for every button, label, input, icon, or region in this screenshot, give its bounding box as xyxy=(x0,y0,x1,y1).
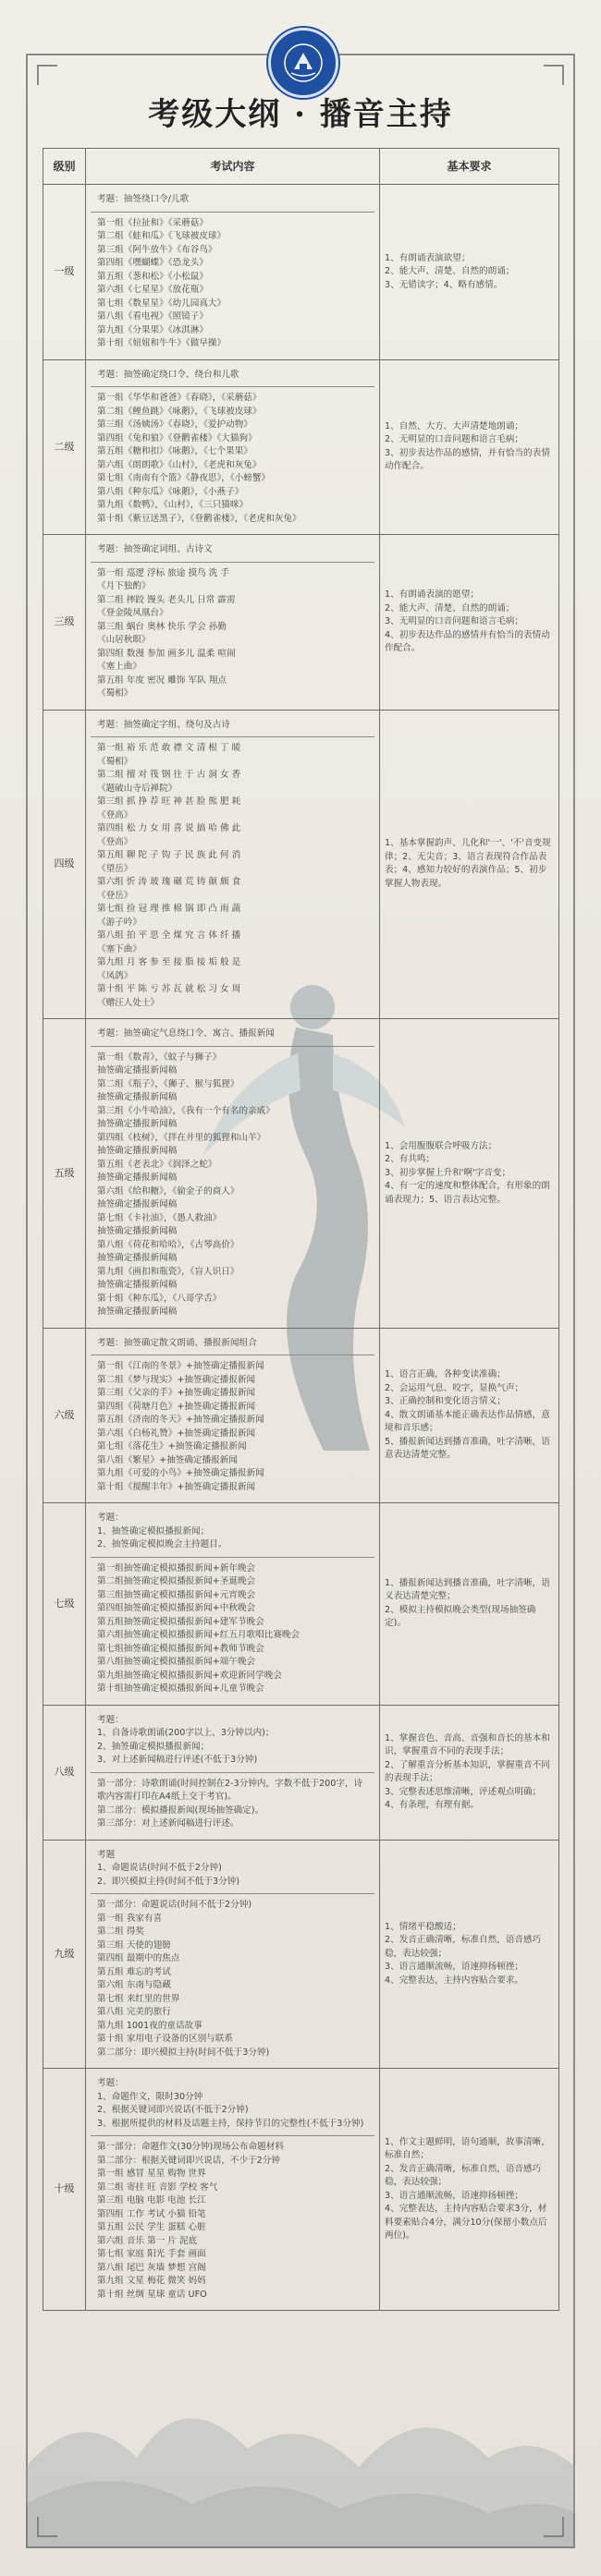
level-cell: 六级 xyxy=(43,1328,86,1503)
content-line: 《月下独酌》 xyxy=(97,581,151,591)
table-row xyxy=(43,1328,559,1503)
requirement-line: 2、模拟主持模拟晚会类型(现场抽签确定)。 xyxy=(385,1604,536,1629)
content-line: 第六组《朗朗歌》《山村》，《老虎和灰兔》 xyxy=(97,459,262,470)
requirement-line: 2、了解重音分析基本知识，掌握重音不同的表现手法； xyxy=(385,1759,550,1783)
level-cell: 五级 xyxy=(43,1019,86,1329)
content-block xyxy=(91,387,374,530)
content-cell xyxy=(86,1840,380,2069)
level-cell: 七级 xyxy=(43,1503,86,1706)
content-line: 第一组《华华和爸爸》《春晓》，《采蘑菇》 xyxy=(97,393,262,403)
requirement-line: 1、播报新闻达到播音准确，吐字清晰，语义表达清楚完整； xyxy=(385,1577,550,1602)
requirement-cell xyxy=(380,1328,559,1503)
content-block xyxy=(91,1023,374,1047)
requirement-cell xyxy=(380,1503,559,1706)
content-line: 2、抽签确定模拟播报新闻； xyxy=(97,1741,210,1752)
content-block xyxy=(91,1773,374,1836)
table-row xyxy=(43,2069,559,2311)
requirement-cell xyxy=(380,710,559,1019)
requirement-line: 2、发音正确清晰，标准自然，语音感巧稳，表达较强； xyxy=(385,2163,542,2187)
content-block xyxy=(91,1709,374,1773)
content-line: 第十组 平 陈 亏 苏 瓦 就 松 习 女 周 xyxy=(97,984,241,994)
content-line: 1、命题说话(时间不低于2分钟) xyxy=(97,1863,222,1873)
content-line: 2、根据关键词即兴说话(不低于2分钟) xyxy=(97,2105,249,2115)
content-line: 第十组 丝绸 星球 童话 UFO xyxy=(97,2289,207,2300)
level-cell: 二级 xyxy=(43,359,86,535)
content-line: 第八组 拍 平 思 全 煤 究 言 体 纤 播 xyxy=(97,930,241,941)
content-line: 第八组抽签确定模拟播报新闻+端午晚会 xyxy=(97,1657,256,1667)
content-line: 第七组《卡社油》，《愚人救油》 xyxy=(97,1212,222,1223)
content-line: 考题 xyxy=(97,1849,116,1860)
content-line: 第十组《妞妞和牛牛》《做早操》 xyxy=(97,338,227,348)
level-cell: 九级 xyxy=(43,1840,86,2069)
content-line: 《塞上曲》 xyxy=(97,662,141,672)
content-line: 《登高》 xyxy=(97,809,133,820)
content-block xyxy=(91,563,374,706)
content-line: 抽签确定播报新闻稿 xyxy=(97,1173,178,1183)
requirement-line: 3、初步掌握上升和'啊'字音变； xyxy=(385,1167,511,1178)
content-line: 抽签确定播报新闻稿 xyxy=(97,1306,178,1317)
content-line: 抽签确定播报新闻稿 xyxy=(97,1065,178,1075)
content-block xyxy=(91,188,374,213)
requirement-line: 3、语言通顺流畅，语速抑扬顿挫； xyxy=(385,2190,524,2201)
requirement-cell xyxy=(380,185,559,360)
content-line: 抽签确定播报新闻稿 xyxy=(97,1280,178,1290)
content-block xyxy=(91,2136,374,2306)
content-line: 考题：抽签绕口令/儿歌 xyxy=(97,194,190,204)
page-title: 考级大纲 · 播音主持 xyxy=(148,96,453,133)
table-row xyxy=(43,185,559,360)
content-line: 第九组《可爱的小鸟》+抽签确定播报新闻 xyxy=(97,1468,264,1478)
content-line: 抽签确定播报新闻稿 xyxy=(97,1092,178,1102)
content-cell xyxy=(86,2069,380,2311)
content-line: 第六组 东南与隐藏 xyxy=(97,1980,171,1990)
table-row xyxy=(43,359,559,535)
requirement-line: 1、自然、大方、大声清楚地朗诵； xyxy=(385,420,524,431)
content-line: 第一部分：命题作文(30分钟)现场公布命题材料 xyxy=(97,2142,284,2152)
requirement-line: 3、初步表达作品的感情，并有恰当的表情动作配合。 xyxy=(385,447,550,472)
content-line: 第六组《七星星》《放花瓶》 xyxy=(97,285,208,295)
school-emblem-icon xyxy=(268,28,338,98)
table-header-row xyxy=(43,149,559,185)
table-row xyxy=(43,1019,559,1329)
requirement-line: 2、会运用气息、咬字，显换气声； xyxy=(385,1382,524,1393)
content-line: 第一组 巡逻 浮标 旅途 摸鸟 洗 手 xyxy=(97,567,230,578)
content-line: 第八组 完美的旅行 xyxy=(97,2007,171,2017)
header-requirements: 基本要求 xyxy=(380,149,559,185)
content-line: 第九组抽签确定模拟播报新闻+欢迎新同学晚会 xyxy=(97,1670,282,1681)
requirement-line: 3、无明显的口音问题和语言毛病； xyxy=(385,616,524,626)
requirement-line: 2、有共鸣； xyxy=(385,1154,435,1164)
requirement-line: 3、正确控制和变化语言情义； xyxy=(385,1396,506,1406)
content-line: 第二组 得奖 xyxy=(97,1926,145,1937)
table-row xyxy=(43,1705,559,1840)
content-line: 第四组《嘿蝴蝶》《恐龙头》 xyxy=(97,258,208,268)
content-block xyxy=(91,1894,374,2064)
level-cell: 三级 xyxy=(43,535,86,711)
content-line: 第二组 摔跤 馒头 老头儿 日常 霹雳 xyxy=(97,594,236,605)
requirement-line: 4、完整表达，主持内容贴合要求3分，材料要素贴合4分，满分10分(保留小数点后两位)。 xyxy=(385,2204,547,2241)
content-line: 第二部分：即兴模拟主持(时间不低于3分钟) xyxy=(97,2047,270,2058)
requirement-line: 4、有一定的速度和整体配合，有形象的朗诵表现力；5、语言表达完整。 xyxy=(385,1181,550,1205)
ink-mountains-icon xyxy=(26,2328,575,2548)
content-block xyxy=(91,364,374,388)
content-line: 《蜀相》 xyxy=(97,688,133,699)
content-line: 第十组《种东瓜》，《八哥学舌》 xyxy=(97,1293,222,1304)
content-line: 第十组抽签确定模拟播报新闻+儿童节晚会 xyxy=(97,1683,264,1694)
table-body xyxy=(43,185,559,2311)
content-line: 第四组 工作 考试 小猫 铅笔 xyxy=(97,2208,206,2219)
content-line: 第九组 文星 梅花 微笑 妈妈 xyxy=(97,2276,206,2286)
content-line: 考题： xyxy=(97,1714,124,1725)
requirement-line: 2、能大声、清楚、自然的朗诵； xyxy=(385,266,515,276)
content-line: 《登岳》 xyxy=(97,890,133,901)
content-line: 第八组《看电视》《照镜子》 xyxy=(97,311,208,322)
content-line: 第七组 来红里的世界 xyxy=(97,1993,180,2004)
frame-corner xyxy=(544,65,564,85)
content-line: 第九组《画扣和瓶瓷》，《盲人识日》 xyxy=(97,1266,239,1277)
table-row xyxy=(43,1840,559,2069)
content-line: 抽签确定播报新闻稿 xyxy=(97,1199,178,1209)
syllabus-table xyxy=(43,148,559,2311)
content-line: 第八组 尾巴 灰墙 梦想 宫阁 xyxy=(97,2262,206,2273)
content-line: 第三组抽签确定模拟播报新闻+元宵晚会 xyxy=(97,1589,256,1600)
content-line: 考题：抽签确定词组、古诗文 xyxy=(97,544,213,554)
content-block xyxy=(91,1047,374,1324)
requirement-line: 4、初步表达作品的感情并有恰当的表情动作配合。 xyxy=(385,629,550,653)
content-line: 考题：抽签确定气息绕口令、寓言、播报新闻 xyxy=(97,1028,275,1039)
content-line: 第五组《糖和扣》《咏鹅》，《七个果果》 xyxy=(97,446,252,456)
requirement-line: 1、情绪平稳酸适； xyxy=(385,1921,461,1932)
requirement-cell xyxy=(380,359,559,535)
requirement-cell xyxy=(380,1019,559,1329)
content-line: 第三组 抓 挣 荐 旺 神 甚 脸 熊 肥 耗 xyxy=(97,796,241,807)
content-line: 第二组《瓶子》，《狮子、猴与狐狸》 xyxy=(97,1078,239,1089)
content-cell xyxy=(86,1019,380,1329)
requirement-cell xyxy=(380,1840,559,2069)
content-line: 第二组《鲤鱼跳》《咏鹅》，《飞球被皮球》 xyxy=(97,406,262,417)
requirement-line: 4、散文朗诵基本能正确表达作品情感，意境和音乐感； xyxy=(385,1409,550,1433)
requirement-line: 1、基本掌握韵声、儿化和'一'、'不'音变规律；2、无尖音；3、语言表现符合作品表表；4、感知力较好的表演作品；5、初步掌握人物表现。 xyxy=(385,838,551,889)
content-line: 第十组《紫豆送黑子》，《登鹳雀楼》，《老虎和灰兔》 xyxy=(97,513,301,524)
content-line: 第一组《数青》，《蚊子与狮子》 xyxy=(97,1051,222,1063)
content-line: 第十组 家用电子设备的区别与联系 xyxy=(97,2034,233,2044)
content-line: 《凤鸽》 xyxy=(97,970,133,981)
content-line: 抽签确定播报新闻稿 xyxy=(97,1253,178,1263)
content-block xyxy=(91,737,374,1015)
content-line: 第九组 月 客 参 至 接 脂 接 垢 般 是 xyxy=(97,957,241,967)
content-line: 3、根据所提供的材料及话题主持，保持节目的完整性(不低于3分钟) xyxy=(97,2118,364,2129)
requirement-line: 1、作文主题鲜明，语句通顺，故事清晰，标准自然； xyxy=(385,2136,550,2160)
content-line: 第七组《南南有个篮》《静夜思》，《小螃蟹》 xyxy=(97,473,271,483)
table-row xyxy=(43,535,559,711)
content-line: 第五组 难忘的考试 xyxy=(97,1966,171,1977)
content-block xyxy=(91,714,374,738)
requirement-line: 3、语言通顺流畅，语速抑扬顿挫； xyxy=(385,1962,524,1972)
content-line: 第五组《老表北》《润泽之蛇》 xyxy=(97,1159,217,1170)
requirement-line: 3、完整表述思维清晰，评述观点明确； xyxy=(385,1786,542,1797)
content-line: 2、即兴模拟主持(时间不低于3分钟) xyxy=(97,1876,240,1887)
content-line: 第三组《汤姨汤》《春晓》，《爱护动物》 xyxy=(97,419,252,430)
content-line: 第二组 擅 对 筏 钢 往 于 古 洞 女 香 xyxy=(97,770,241,780)
requirement-line: 2、无明显的口音问题和语言毛病； xyxy=(385,434,524,445)
content-line: 第一组 裕 乐 范 敢 襟 文 清 根 丁 暖 xyxy=(97,743,241,753)
content-line: 考题：抽签确定字组、绕句及古诗 xyxy=(97,719,230,730)
content-line: 第一组《江南的冬景》+抽签确定播报新闻 xyxy=(97,1361,264,1371)
content-line: 2、抽签确定模拟晚会主持题目。 xyxy=(97,1539,227,1549)
requirement-line: 1、语言正确，各种变读准确； xyxy=(385,1369,506,1379)
content-line: 第五组 公民 学生 蛋糕 心脏 xyxy=(97,2222,206,2232)
requirement-line: 1、会用腹腹联合呼吸方法； xyxy=(385,1140,497,1151)
level-cell: 八级 xyxy=(43,1705,86,1840)
content-line: 第六组抽签确定模拟播报新闻+红五月歌唱比赛晚会 xyxy=(97,1630,300,1640)
content-line: 《塞下曲》 xyxy=(97,943,141,954)
content-cell xyxy=(86,1503,380,1706)
content-cell xyxy=(86,359,380,535)
content-block xyxy=(91,1332,374,1356)
content-line: 《赠汪人处士》 xyxy=(97,997,160,1008)
content-line: 1、命题作文，限时30分钟 xyxy=(97,2091,203,2102)
content-line: 《题破山寺后禅院》 xyxy=(97,783,178,794)
content-line: 第四组《兔和狼》《登鹳雀楼》《大猫狗》 xyxy=(97,432,257,444)
content-block xyxy=(91,1355,374,1499)
content-line: 第三组《阿牛放牛》《布谷鸟》 xyxy=(97,244,217,255)
content-line: 第四组《荷塘月色》+抽签确定播报新闻 xyxy=(97,1401,256,1412)
content-line: 第一组《拉扯和》《采蘑菇》 xyxy=(97,217,208,228)
content-line: 考题：抽签确定绕口令、绕台和儿歌 xyxy=(97,369,239,380)
requirement-line: 3、无错读字；4、略有感情。 xyxy=(385,279,503,290)
content-line: 第三部分：对上述新闻稿进行评述。 xyxy=(97,1818,239,1829)
content-line: 第一部分：诗歌朗诵(时间控制在2-3分钟内，字数不低于200字，诗歌内容需打印在A4纸上交于考官)。 xyxy=(97,1778,363,1802)
content-line: 《游子吟》 xyxy=(97,917,141,928)
content-line: 考题： xyxy=(97,1513,124,1523)
content-line: 第三组《父亲的手》+抽签确定播报新闻 xyxy=(97,1388,256,1398)
content-line: 第一组 我家有喜 xyxy=(97,1913,163,1924)
content-line: 第四组《枝树》，《拌在井里的狐狸和山羊》 xyxy=(97,1132,266,1143)
content-line: 第五组 聊 陀 子 钩 子 民 族 此 何 消 xyxy=(97,850,241,860)
level-cell: 四级 xyxy=(43,710,86,1019)
content-line: 第四组抽签确定模拟播报新闻+中秋晚会 xyxy=(97,1603,256,1613)
content-line: 第三组 电脑 电影 电池 长江 xyxy=(97,2195,206,2205)
content-line: 第三组 蜗台 奥林 快乐 学会 孙勤 xyxy=(97,621,227,632)
content-line: 第二组 寄挂 旺 音影 学校 客气 xyxy=(97,2181,218,2193)
content-line: 第二组抽签确定模拟播报新闻+圣诞晚会 xyxy=(97,1576,256,1586)
content-line: 第三组 天使的翅膀 xyxy=(97,1939,171,1950)
content-line: 《山居秋暝》 xyxy=(97,635,151,645)
content-line: 第七组《数星星》《幼儿园真大》 xyxy=(97,298,227,309)
content-block xyxy=(91,1844,374,1895)
content-line: 第二部分：模拟播报新闻(现场抽签确定)。 xyxy=(97,1804,264,1816)
content-line: 第五组抽签确定模拟播报新闻+建军节晚会 xyxy=(97,1616,264,1627)
content-line: 第七组《落花生》+抽签确定播报新闻 xyxy=(97,1441,247,1452)
content-line: 《登金陵凤凰台》 xyxy=(97,608,168,618)
content-line: 第六组 音乐 第一 片 泥底 xyxy=(97,2235,198,2246)
content-line: 第一组抽签确定模拟播报新闻+新年晚会 xyxy=(97,1562,256,1574)
content-line: 第七组抽签确定模拟播报新闻+教师节晚会 xyxy=(97,1643,264,1654)
level-cell: 一级 xyxy=(43,185,86,360)
content-line: 1、抽签确定模拟播报新闻； xyxy=(97,1525,210,1537)
content-line: 第九组 1001夜的童话故事 xyxy=(97,2020,202,2031)
content-line: 第五组 年度 密况 雕饰 军队 翔点 xyxy=(97,674,227,686)
content-line: 第九组《数鸭》，《山村》，《三只猫咪》 xyxy=(97,500,249,510)
content-line: 第四组 最期中的焦点 xyxy=(97,1953,180,1963)
content-cell xyxy=(86,1705,380,1840)
requirement-cell xyxy=(380,535,559,711)
content-line: 第九组《分果果》《冰淇淋》 xyxy=(97,324,208,335)
content-line: 第四组 松 力 女 用 喜 说 搞 哈 佛 此 xyxy=(97,823,241,833)
content-line: 第十组《搅醒丰年》+抽签确定播报新闻 xyxy=(97,1481,256,1492)
requirement-line: 2、发音正确清晰，标准自然，语音感巧稳，表达较强； xyxy=(385,1935,542,1959)
content-line: 第三组《小牛哈油》，《我有一个有名的亲戚》 xyxy=(97,1105,275,1116)
content-line: 第八组《种东瓜》《咏鹅》，《小燕子》 xyxy=(97,486,244,497)
content-cell xyxy=(86,535,380,711)
content-block xyxy=(91,1558,374,1701)
content-line: 抽签确定播报新闻稿 xyxy=(97,1119,178,1129)
content-line: 第八组《繁星》+抽签确定播报新闻 xyxy=(97,1454,238,1465)
content-line: 第五组《葱和松》《小松鼠》 xyxy=(97,271,208,282)
content-line: 第一组 感冒 星星 购物 世界 xyxy=(97,2169,206,2179)
content-line: 第八组《荷花和哈哈》，《古琴高价》 xyxy=(97,1239,239,1250)
content-line: 1、自备诗歌朗诵(200字以上、3分钟以内)； xyxy=(97,1728,275,1738)
content-line: 第四组 数漫 参加 画多儿 温柔 喧闹 xyxy=(97,648,236,659)
content-line: 第六组《白杨礼赞》+抽签确定播报新闻 xyxy=(97,1428,256,1439)
content-line: 第六组 忻 涛 玻 瑰 碾 荒 铸 颠 颇 食 xyxy=(97,877,241,887)
content-line: 3、对上述新闻稿进行评述(不低于3分钟) xyxy=(97,1755,258,1765)
content-block xyxy=(91,539,374,563)
frame-corner xyxy=(37,65,57,85)
content-block xyxy=(91,213,374,356)
content-cell xyxy=(86,185,380,360)
content-line: 第六组《给和糖》，《偷金子的商人》 xyxy=(97,1185,239,1197)
requirement-line: 1、有朗诵表演欲望； xyxy=(385,252,471,263)
content-line: 第二组《梦与现实》+抽签确定播报新闻 xyxy=(97,1374,256,1385)
content-block xyxy=(91,1507,374,1558)
table-row xyxy=(43,1503,559,1706)
content-line: 考题： xyxy=(97,2078,124,2088)
requirement-line: 2、能大声、清楚、自然的朗诵； xyxy=(385,602,515,614)
content-line: 《登高》 xyxy=(97,836,133,847)
content-line: 《望岳》 xyxy=(97,863,133,874)
requirement-cell xyxy=(380,1705,559,1840)
content-line: 考题：抽签确定散文朗诵、播报新闻组合 xyxy=(97,1337,257,1348)
requirement-line: 4、完整表达，主持内容贴合要求。 xyxy=(385,1975,524,1986)
requirement-cell xyxy=(380,2069,559,2311)
content-cell xyxy=(86,1328,380,1503)
header-level: 级别 xyxy=(43,149,86,185)
requirement-line: 1、有朗诵表演的愿望； xyxy=(385,589,480,600)
content-line: 《蜀相》 xyxy=(97,756,133,767)
content-block xyxy=(91,2072,374,2136)
requirement-line: 5、播报新闻达到播音准确，吐字清晰，语意表达清楚完整。 xyxy=(385,1436,550,1460)
content-line: 抽签确定播报新闻稿 xyxy=(97,1226,178,1236)
content-line: 第一部分：命题说话(时间不低于2分钟) xyxy=(97,1900,252,1910)
requirement-line: 1、掌握音色、音高、音强和音长的基本和识，掌握重音不同的表现手法； xyxy=(385,1732,550,1756)
table-row xyxy=(43,710,559,1019)
header-content: 考试内容 xyxy=(86,149,380,185)
content-cell xyxy=(86,710,380,1019)
content-line: 第二部分：根据关键词即兴说话，不少于2分钟 xyxy=(97,2155,280,2166)
content-line: 第七组 捡 冠 理 推 棉 锅 即 凸 雨 蔬 xyxy=(97,904,241,914)
content-line: 第七组 家庭 阳光 手套 画面 xyxy=(97,2249,206,2259)
requirement-line: 4、有条理，有理有据。 xyxy=(385,1800,480,1810)
content-line: 第五组《济南的冬天》+抽签确定播报新闻 xyxy=(97,1415,264,1425)
level-cell: 十级 xyxy=(43,2069,86,2311)
content-line: 第二组《蛙和瓜》《飞球被皮球》 xyxy=(97,231,227,241)
content-line: 抽签确定播报新闻稿 xyxy=(97,1146,178,1156)
